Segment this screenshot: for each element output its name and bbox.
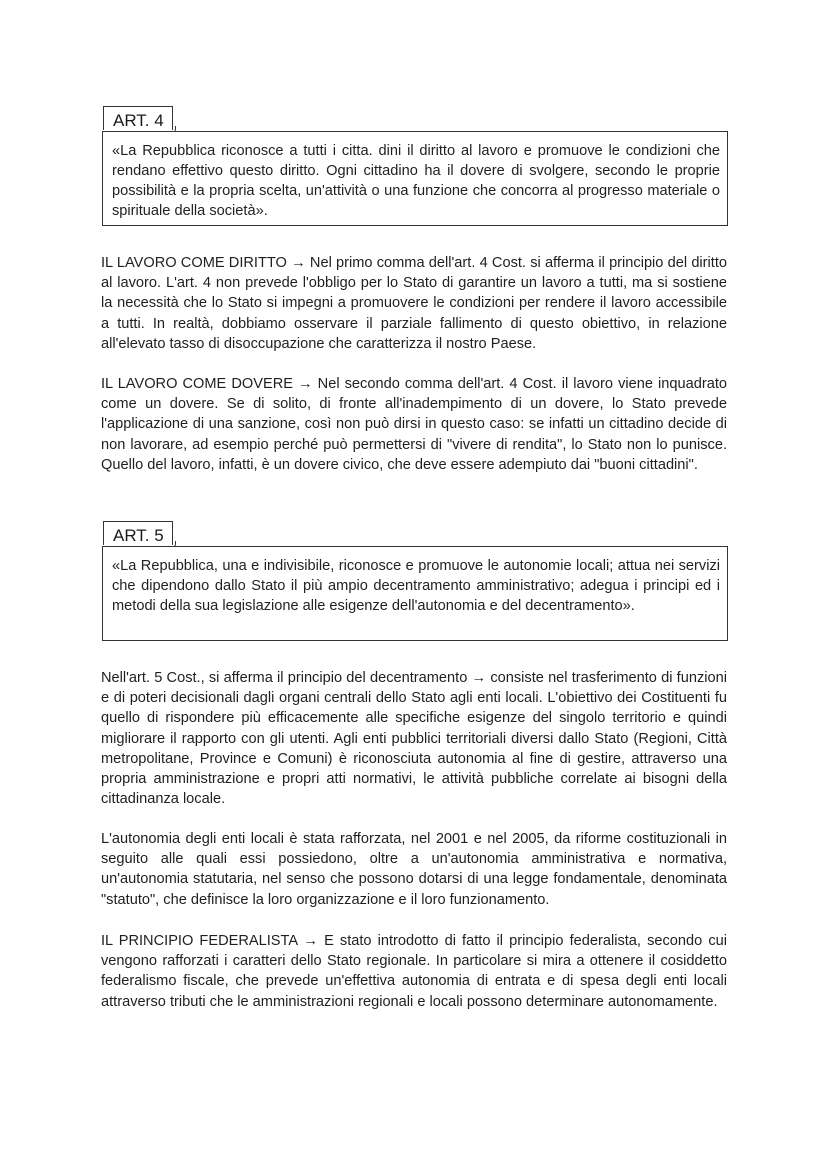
paragraph-lavoro-diritto: IL LAVORO COME DIRITTO → Nel primo comma dell'art. 4 Cost. si afferma il principio del diritto al lavoro. L'art. 4 non prevede l'obbligo per lo Stato di garantire un lavoro a tutti, ma si sostiene la necessità che lo Stato si impegni a promuovere le condizioni per rendere il lavoro accessibile a tutti. In realtà, dobbiamo osservare il parziale fallimento di questo obiettivo, in relazione all'elevato tasso di disoccupazione che caratterizza il nostro Paese. (101, 255, 727, 352)
paragraph-decentramento: Nell'art. 5 Cost., si afferma il principio del decentramento → consiste nel trasferimento di funzioni e di poteri decisionali dagli organi centrali dello Stato agli enti locali. L'obiettivo dei Costituenti fu quello di rispondere più efficacemente alle specifiche esigenze del singolo territorio e quindi migliorare il rapporto con gli utenti. Agli enti pubblici territoriali diversi dallo Stato (Regioni, Città metropolitane, Province e Comuni) è riconosciuta autonomia al fine di gestire, attraverso una propria amministrazione e propri atti normativi, le attività pubbliche correlate ai bisogni della cittadinanza locale. (101, 670, 727, 808)
article-5-quote-box (102, 546, 728, 641)
article-4-quote-box (102, 131, 728, 226)
paragraph-principio-federalista: IL PRINCIPIO FEDERALISTA → E stato introdotto di fatto il principio federalista, secondo cui vengono rafforzati i caratteri dello Stato regionale. In particolare si mira a ottenere il cosiddetto federalismo fiscale, che prevede un'effettiva autonomia di entrata e di spesa degli enti locali attraverso tributi che le amministrazioni regionali e locali possono determinare autonomamente. (101, 933, 727, 1010)
article-5-quote-text: «La Repubblica, una e indivisibile, riconosce e promuove le autonomie locali; attua nei servizi che dipendono dallo Stato il più ampio decentramento amministrativo; adegua i principi ed i metodi della sua legislazione alle esigenze dell'autonomia e del decentramento». (112, 558, 720, 614)
article-4-quote-text: «La Repubblica riconosce a tutti i citta. dini il diritto al lavoro e promuove le condizioni che rendano effettivo questo diritto. Ogni cittadino ha il dovere di svolgere, secondo le proprie possibilità e la propria scelta, un'attività o una funzione che concorra al progresso materiale o spirituale della società». (112, 143, 720, 219)
article-4-tab: ART. 4 (103, 106, 173, 130)
article-5-tab: ART. 5 (103, 521, 173, 545)
paragraph-autonomia-enti-locali: L'autonomia degli enti locali è stata rafforzata, nel 2001 e nel 2005, da riforme costituzionali in seguito alle quali essi possiedono, oltre a un'autonomia amministrativa e normativa, un'autonomia statutaria, nel senso che possono dotarsi di una legge fondamentale, denominata "statuto", che definisce la loro organizzazione e il loro funzionamento. (101, 831, 727, 908)
paragraph-lavoro-dovere: IL LAVORO COME DOVERE → Nel secondo comma dell'art. 4 Cost. il lavoro viene inquadrato come un dovere. Se di solito, di fronte all'inadempimento di un dovere, lo Stato prevede l'applicazione di una sanzione, così non può dirsi in questo caso: se infatti un cittadino decide di non lavorare, ad esempio perché può permettersi di "vivere di rendita", lo Stato non lo punisce. Quello del lavoro, infatti, è un dovere civico, che deve essere adempiuto dai "buoni cittadini". (101, 376, 727, 473)
